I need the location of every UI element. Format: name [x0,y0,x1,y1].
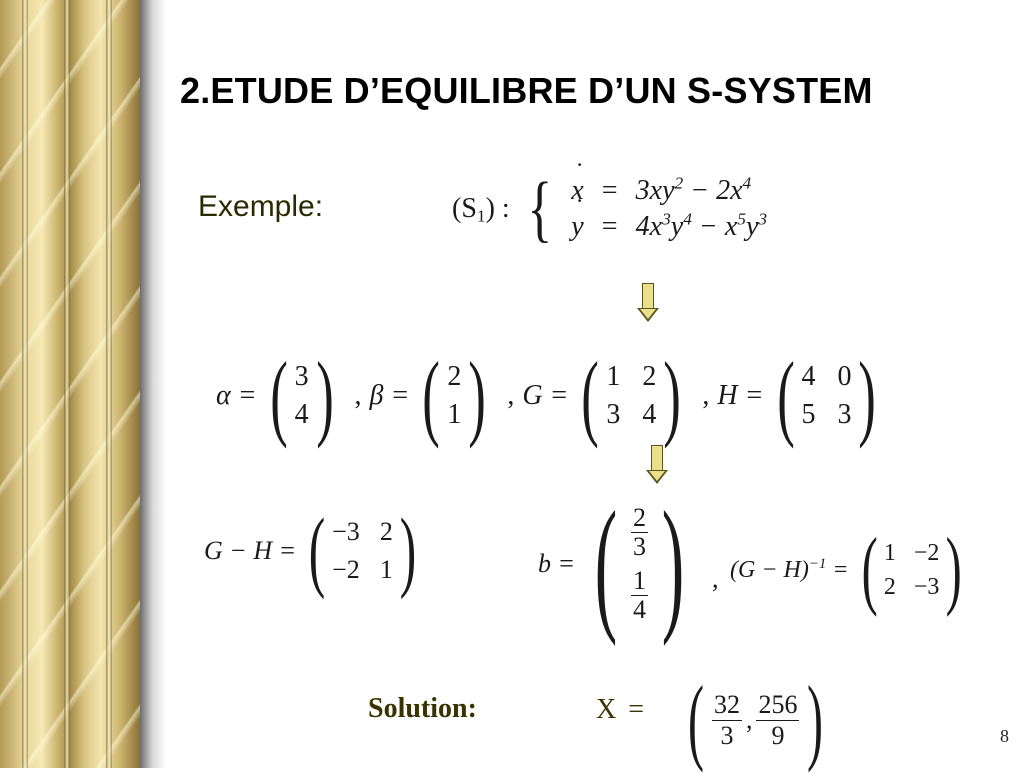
system-label: $(S_1)$ : [452,193,510,226]
matrix-cell: 2 [883,574,896,600]
inverse-matrix: ( 1 −2 2 −3 ) [861,521,963,618]
g-minus-h-matrix: ( −3 2 −2 1 ) [308,501,417,600]
solution-label: Solution: [368,693,477,724]
matrix-cell: −3 [913,574,940,600]
matrix-cell: 2 [642,361,657,392]
left-brace: { [527,168,552,250]
matrix-cell: 1 [606,361,621,392]
matrix-cell: −2 [332,555,360,584]
system-s1 [452,168,768,250]
g-minus-h-label: G − H = [204,536,297,565]
matrix-cell: 1 [447,399,462,430]
inverse-label: $(G - H)^{-1}$ = [730,555,849,583]
matrix-cell: 3 [837,399,852,430]
eq1-rhs: $3xy^2 - 2x^4$ [635,173,752,206]
equals-sign: = [601,175,618,206]
down-arrow-icon [646,445,668,484]
matrix-cell: 1 [883,540,896,566]
system-equations [571,174,767,244]
h-label: H = [717,380,764,411]
inverse-expression [730,521,975,618]
equals-sign: = [628,694,645,725]
comma: , [354,380,362,411]
comma: , [711,564,719,593]
pillar-ridge [106,0,112,768]
equals-sign: = [601,211,618,242]
example-label: Exemple: [198,190,324,223]
matrix-cell: 3 [606,399,621,430]
page-number: 8 [1000,726,1009,746]
beta-label: β = [369,380,410,411]
parameter-matrices [216,342,889,449]
g-minus-h [204,501,429,600]
matrix-cell: 5 [801,399,816,430]
g-matrix: ( 1 2 3 4 ) [581,342,682,449]
b-vector-expression [538,481,726,647]
comma: , [745,705,753,734]
alpha-label: α = [216,380,257,411]
b-vector: ( $\frac{2}{3}$ $\frac{1}{4}$ ) [594,481,685,647]
comma: , [702,380,710,411]
fraction: $\frac{2}{3}$ [633,503,646,561]
matrix-cell: 3 [294,361,309,392]
decorative-gold-pillar [0,0,140,768]
beta-vector: ( 2 1 ) [422,342,487,449]
matrix-cell: 4 [642,399,657,430]
matrix-cell: −3 [332,517,360,546]
matrix-cell: 0 [837,361,852,392]
slide-title: 2.ETUDE D’EQUILIBRE D’UN S-SYSTEM [180,70,873,111]
matrix-cell: 4 [294,399,309,430]
h-matrix: ( 4 0 5 3 ) [776,342,877,449]
x-variable: X [596,694,617,725]
matrix-cell: 4 [801,361,816,392]
alpha-vector: ( 3 4 ) [269,342,334,449]
down-arrow-icon [637,283,659,322]
matrix-cell: −2 [913,540,940,566]
g-label: G = [522,380,569,411]
eq2-rhs: $4x^3y^4 - x^5y^3$ [635,209,768,242]
pillar-ridge [64,0,70,768]
solution-vector: ( $\frac{32}{3}$ , $\frac{256}{9}$ ) [687,666,824,773]
b-label: b = [538,549,576,578]
comma: , [507,380,515,411]
matrix-cell: 1 [379,555,393,584]
solution-variable [596,694,644,726]
pillar-ridge [22,0,28,768]
x-dot: ˙ x [571,174,583,208]
y-dot: ˙ y [571,210,583,244]
fraction: $\frac{32}{3}$ [713,689,740,750]
matrix-cell: 2 [447,361,462,392]
fraction: $\frac{1}{4}$ [633,566,646,624]
fraction: $\frac{256}{9}$ [758,689,798,750]
matrix-cell: 2 [379,517,393,546]
pillar-shadow [140,0,166,768]
